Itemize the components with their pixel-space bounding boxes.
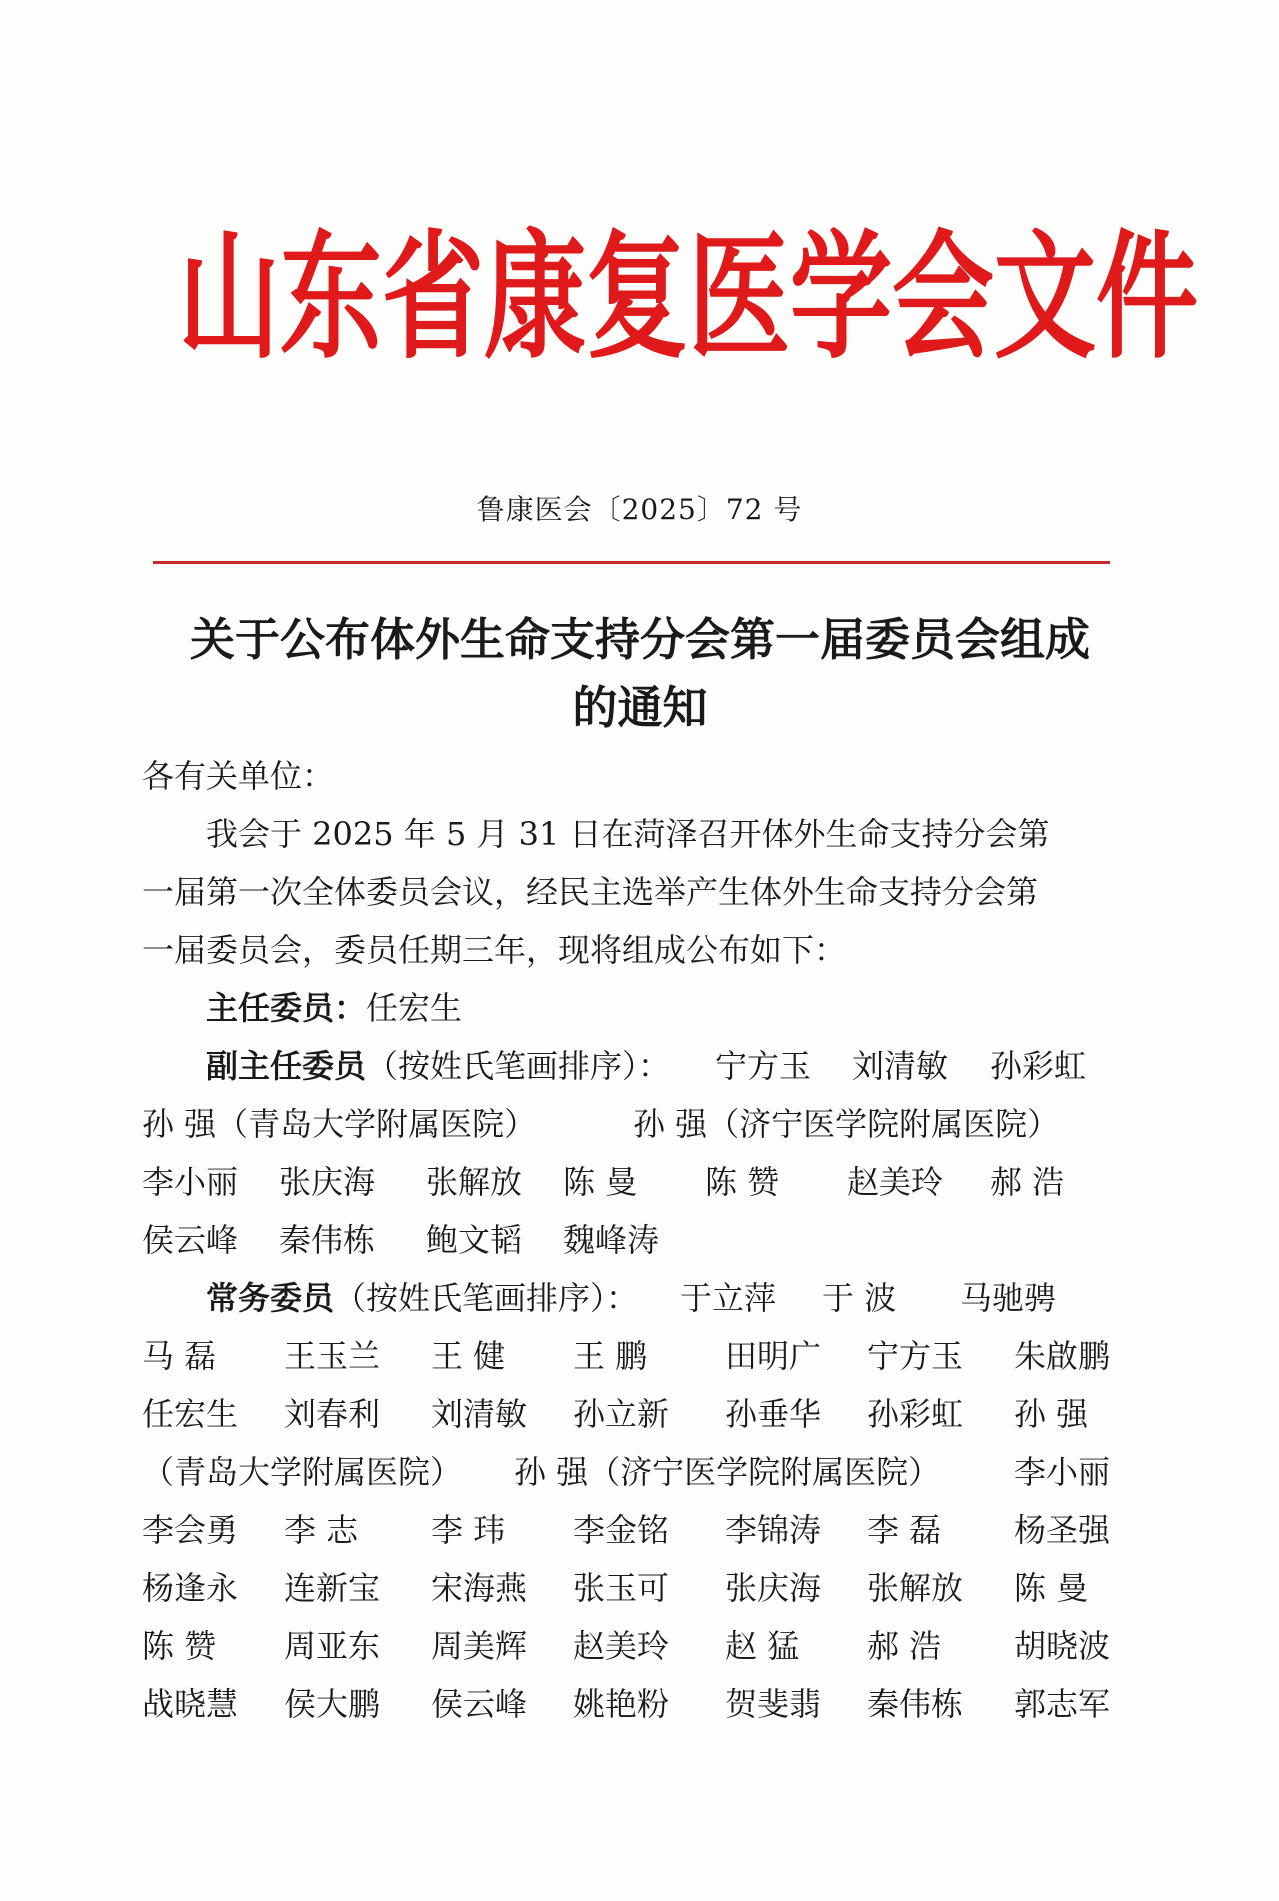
name: 张玉可 (573, 1569, 670, 1607)
name: 刘春利 (284, 1395, 381, 1433)
name: 魏峰涛 (563, 1221, 660, 1259)
vice-director-note: （按姓氏笔画排序）： (366, 1047, 671, 1085)
director-label: 主任委员： (206, 989, 367, 1027)
name: 陈 赞 (705, 1163, 780, 1201)
name: 刘清敏 (852, 1047, 949, 1085)
name: 宁方玉 (867, 1337, 964, 1375)
name: 连新宝 (284, 1569, 381, 1607)
name: 孙 强 (1014, 1395, 1089, 1433)
name: 李 志 (284, 1511, 359, 1549)
standing-row-5 (142, 1564, 1142, 1612)
red-divider (153, 561, 1110, 564)
paragraph-line-2: 一届第一次全体委员会议，经民主选举产生体外生命支持分会第 (142, 873, 1039, 911)
standing-member-note: （按姓氏笔画排序）： (334, 1279, 639, 1317)
name: 于 波 (822, 1279, 897, 1317)
name: 杨逢永 (142, 1569, 239, 1607)
name: 宁方玉 (715, 1047, 812, 1085)
name: 张解放 (426, 1163, 523, 1201)
vice-director-row-2 (142, 1100, 1142, 1148)
paragraph-line-3: 一届委员会，委员任期三年，现将组成公布如下： (142, 931, 847, 969)
vice-director-row-4 (142, 1216, 1142, 1264)
name: 孙 强（济宁医学院附属医院） (514, 1453, 941, 1491)
name: 刘清敏 (431, 1395, 528, 1433)
name: 李小丽 (1014, 1453, 1111, 1491)
org-title: 山东省康复医学会文件 (178, 218, 1198, 379)
name: 陈 赞 (142, 1627, 217, 1665)
vice-director-row-3 (142, 1158, 1142, 1206)
name: 胡晓波 (1014, 1627, 1111, 1665)
director-name: 任宏生 (366, 989, 463, 1027)
name: 孙 强（青岛大学附属医院） (142, 1105, 537, 1143)
name: 贺斐翡 (725, 1685, 822, 1723)
name: 孙彩虹 (867, 1395, 964, 1433)
name: 张解放 (867, 1569, 964, 1607)
name: 秦伟栋 (867, 1685, 964, 1723)
name: 战晓慧 (142, 1685, 239, 1723)
director-line (206, 984, 462, 1032)
standing-first-names (142, 1274, 1142, 1322)
name: 周亚东 (284, 1627, 381, 1665)
standing-row-6 (142, 1622, 1142, 1670)
name: 周美辉 (431, 1627, 528, 1665)
name: 田明广 (725, 1337, 822, 1375)
paragraph-line-1: 我会于 2025 年 5 月 31 日在菏泽召开体外生命支持分会第 (206, 815, 1050, 853)
name: 李 玮 (431, 1511, 506, 1549)
name: 孙立新 (573, 1395, 670, 1433)
vice-director-label: 副主任委员 (206, 1047, 367, 1085)
name: 李锦涛 (725, 1511, 822, 1549)
name: 赵 猛 (725, 1627, 800, 1665)
name: 郝 浩 (990, 1163, 1065, 1201)
doc-number: 鲁康医会〔2025〕72 号 (476, 493, 803, 526)
standing-member-label: 常务委员 (206, 1279, 335, 1317)
name: 宋海燕 (431, 1569, 528, 1607)
name: 孙彩虹 (990, 1047, 1087, 1085)
name: 王玉兰 (284, 1337, 381, 1375)
standing-row-4 (142, 1506, 1142, 1554)
name: 张庆海 (279, 1163, 376, 1201)
standing-row-7 (142, 1680, 1142, 1728)
name: 孙 强（济宁医学院附属医院） (633, 1105, 1060, 1143)
notice-title-line2: 的通知 (572, 681, 708, 734)
name: 朱啟鹏 (1014, 1337, 1111, 1375)
name: 郭志军 (1014, 1685, 1111, 1723)
standing-row-3 (142, 1448, 1142, 1496)
name: 张庆海 (725, 1569, 822, 1607)
name: 王 健 (431, 1337, 506, 1375)
standing-row-1 (142, 1332, 1142, 1380)
name: 侯云峰 (431, 1685, 528, 1723)
name: 王 鹏 (573, 1337, 648, 1375)
name: 任宏生 (142, 1395, 239, 1433)
name: 姚艳粉 (573, 1685, 670, 1723)
name: 陈 曼 (1014, 1569, 1089, 1607)
name: 马 磊 (142, 1337, 217, 1375)
standing-row-2 (142, 1390, 1142, 1438)
name: 李 磊 (867, 1511, 942, 1549)
name: 马驰骋 (960, 1279, 1057, 1317)
name: 孙垂华 (725, 1395, 822, 1433)
name: 侯云峰 (142, 1221, 239, 1259)
name: 秦伟栋 (279, 1221, 376, 1259)
notice-title (150, 606, 1130, 742)
name: 鲍文韬 (426, 1221, 523, 1259)
name: 郝 浩 (867, 1627, 942, 1665)
name: 李金铭 (573, 1511, 670, 1549)
name: （青岛大学附属医院） (142, 1453, 463, 1491)
name: 杨圣强 (1014, 1511, 1111, 1549)
name: 李小丽 (142, 1163, 239, 1201)
notice-title-line1: 关于公布体外生命支持分会第一届委员会组成 (189, 613, 1090, 666)
name: 陈 曼 (563, 1163, 638, 1201)
vice-director-first-names (142, 1042, 1142, 1090)
name: 侯大鹏 (284, 1685, 381, 1723)
name: 赵美玲 (573, 1627, 670, 1665)
name: 于立萍 (680, 1279, 777, 1317)
salutation: 各有关单位： (142, 757, 335, 795)
name: 李会勇 (142, 1511, 239, 1549)
name: 赵美玲 (847, 1163, 944, 1201)
